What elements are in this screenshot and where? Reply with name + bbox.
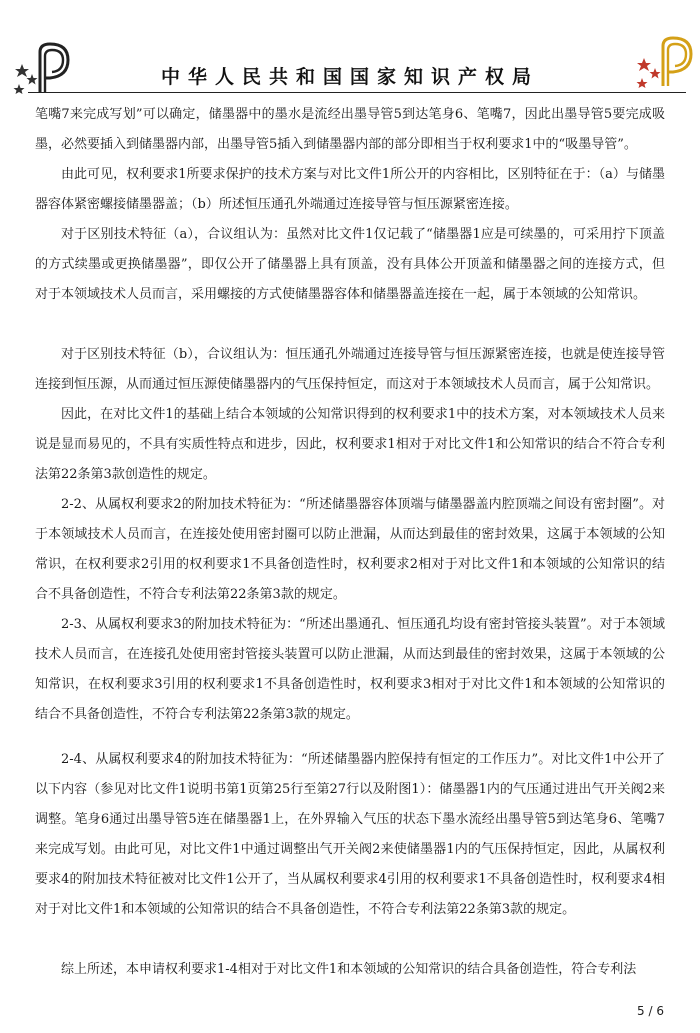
paragraph: 对于区别技术特征（b），合议组认为：恒压通孔外端通过连接导管与恒压源紧密连接，也就是使连接导管连接到恒压源，从而通过恒压源使储墨器内的气压保持恒定，而这对于本领域技术人员而言，属于公知常识。 bbox=[35, 347, 665, 392]
paragraph: 2-3、从属权利要求3的附加技术特征为：“所述出墨通孔、恒压通孔均设有密封管接头装置”。对于本领域技术人员而言，在连接孔处使用密封管接头装置可以防止泄漏，从而达到最佳的密封效果，这属于本领域的公知常识，在权利要求3引用的权利要求1不具备创造性时，权利要求3相对于对比文件1和本领域的公知常识的结合不具备创造性，不符合专利法第22条第3款的规定。 bbox=[35, 617, 665, 722]
paragraph: 2-4、从属权利要求4的附加技术特征为：“所述储墨器内腔保持有恒定的工作压力”。对比文件1中公开了以下内容（参见对比文件1说明书第1页第25行至第27行以及附图1）：储墨器1内的气压通过进出气开关阀2来调整。笔身6通过出墨导管5连在储墨器1上，在外界输入气压的状态下墨水流经出墨导管5到达笔身6、笔嘴7来完成写划。由此可见，对比文件1中通过调整出气开关阀2来使储墨器1内的气压保持恒定，因此，从属权利要求4的附加技术特征被对比文件1公开了，当从属权利要求4引用的权利要求1不具备创造性时，权利要求4相对于对比文件1和本领域的公知常识的结合不具备创造性，不符合专利法第22条第3款的规定。 bbox=[35, 752, 665, 917]
paragraph: 综上所述，本申请权利要求1-4相对于对比文件1和本领域的公知常识的结合具备创造性，符合专利法 bbox=[61, 962, 637, 977]
paragraph: 2-2、从属权利要求2的附加技术特征为：“所述储墨器容体顶端与储墨器盖内腔顶端之间设有密封圈”。对于本领域技术人员而言，在连接处使用密封圈可以防止泄漏，从而达到最佳的密封效果，这属于本领域的公知常识，在权利要求2引用的权利要求1不具备创造性时，权利要求2相对于对比文件1和本领域的公知常识的结合不具备创造性，不符合专利法第22条第3款的规定。 bbox=[35, 497, 665, 602]
paragraph: 因此，在对比文件1的基础上结合本领域的公知常识得到的权利要求1中的技术方案，对本领域技术人员来说是显而易见的，不具有实质性特点和进步，因此，权利要求1相对于对比文件1和公知常识的结合不符合专利法第22条第3款创造性的规定。 bbox=[35, 407, 665, 482]
paragraph: 由此可见，权利要求1所要求保护的技术方案与对比文件1所公开的内容相比，区别特征在于：（a）与储墨器容体紧密螺接储墨器盖；（b）所述恒压通孔外端通过连接导管与恒压源紧密连接。 bbox=[35, 167, 665, 212]
document-body bbox=[35, 100, 665, 985]
paragraph: 笔嘴7来完成写划”可以确定，储墨器中的墨水是流经出墨导管5到达笔身6、笔嘴7，因此出墨导管5要完成吸墨，必然要插入到储墨器内部，出墨导管5插入到储墨器内部的部分即相当于权利要求1中的“吸墨导管”。 bbox=[35, 107, 665, 152]
page-number: 5 / 6 bbox=[637, 1004, 664, 1018]
header-title: 中华人民共和国国家知识产权局 bbox=[160, 66, 539, 88]
paragraph: 对于区别技术特征（a），合议组认为：虽然对比文件1仅记载了“储墨器1应是可续墨的，可采用拧下顶盖的方式续墨或更换储墨器”，即仅公开了储墨器上具有顶盖，没有具体公开顶盖和储墨器之间的连接方式，但对于本领域技术人员而言，采用螺接的方式使储墨器容体和储墨器盖连接在一起，属于本领域的公知常识。 bbox=[35, 227, 665, 302]
page-header bbox=[0, 30, 700, 100]
header-rule bbox=[28, 92, 686, 93]
